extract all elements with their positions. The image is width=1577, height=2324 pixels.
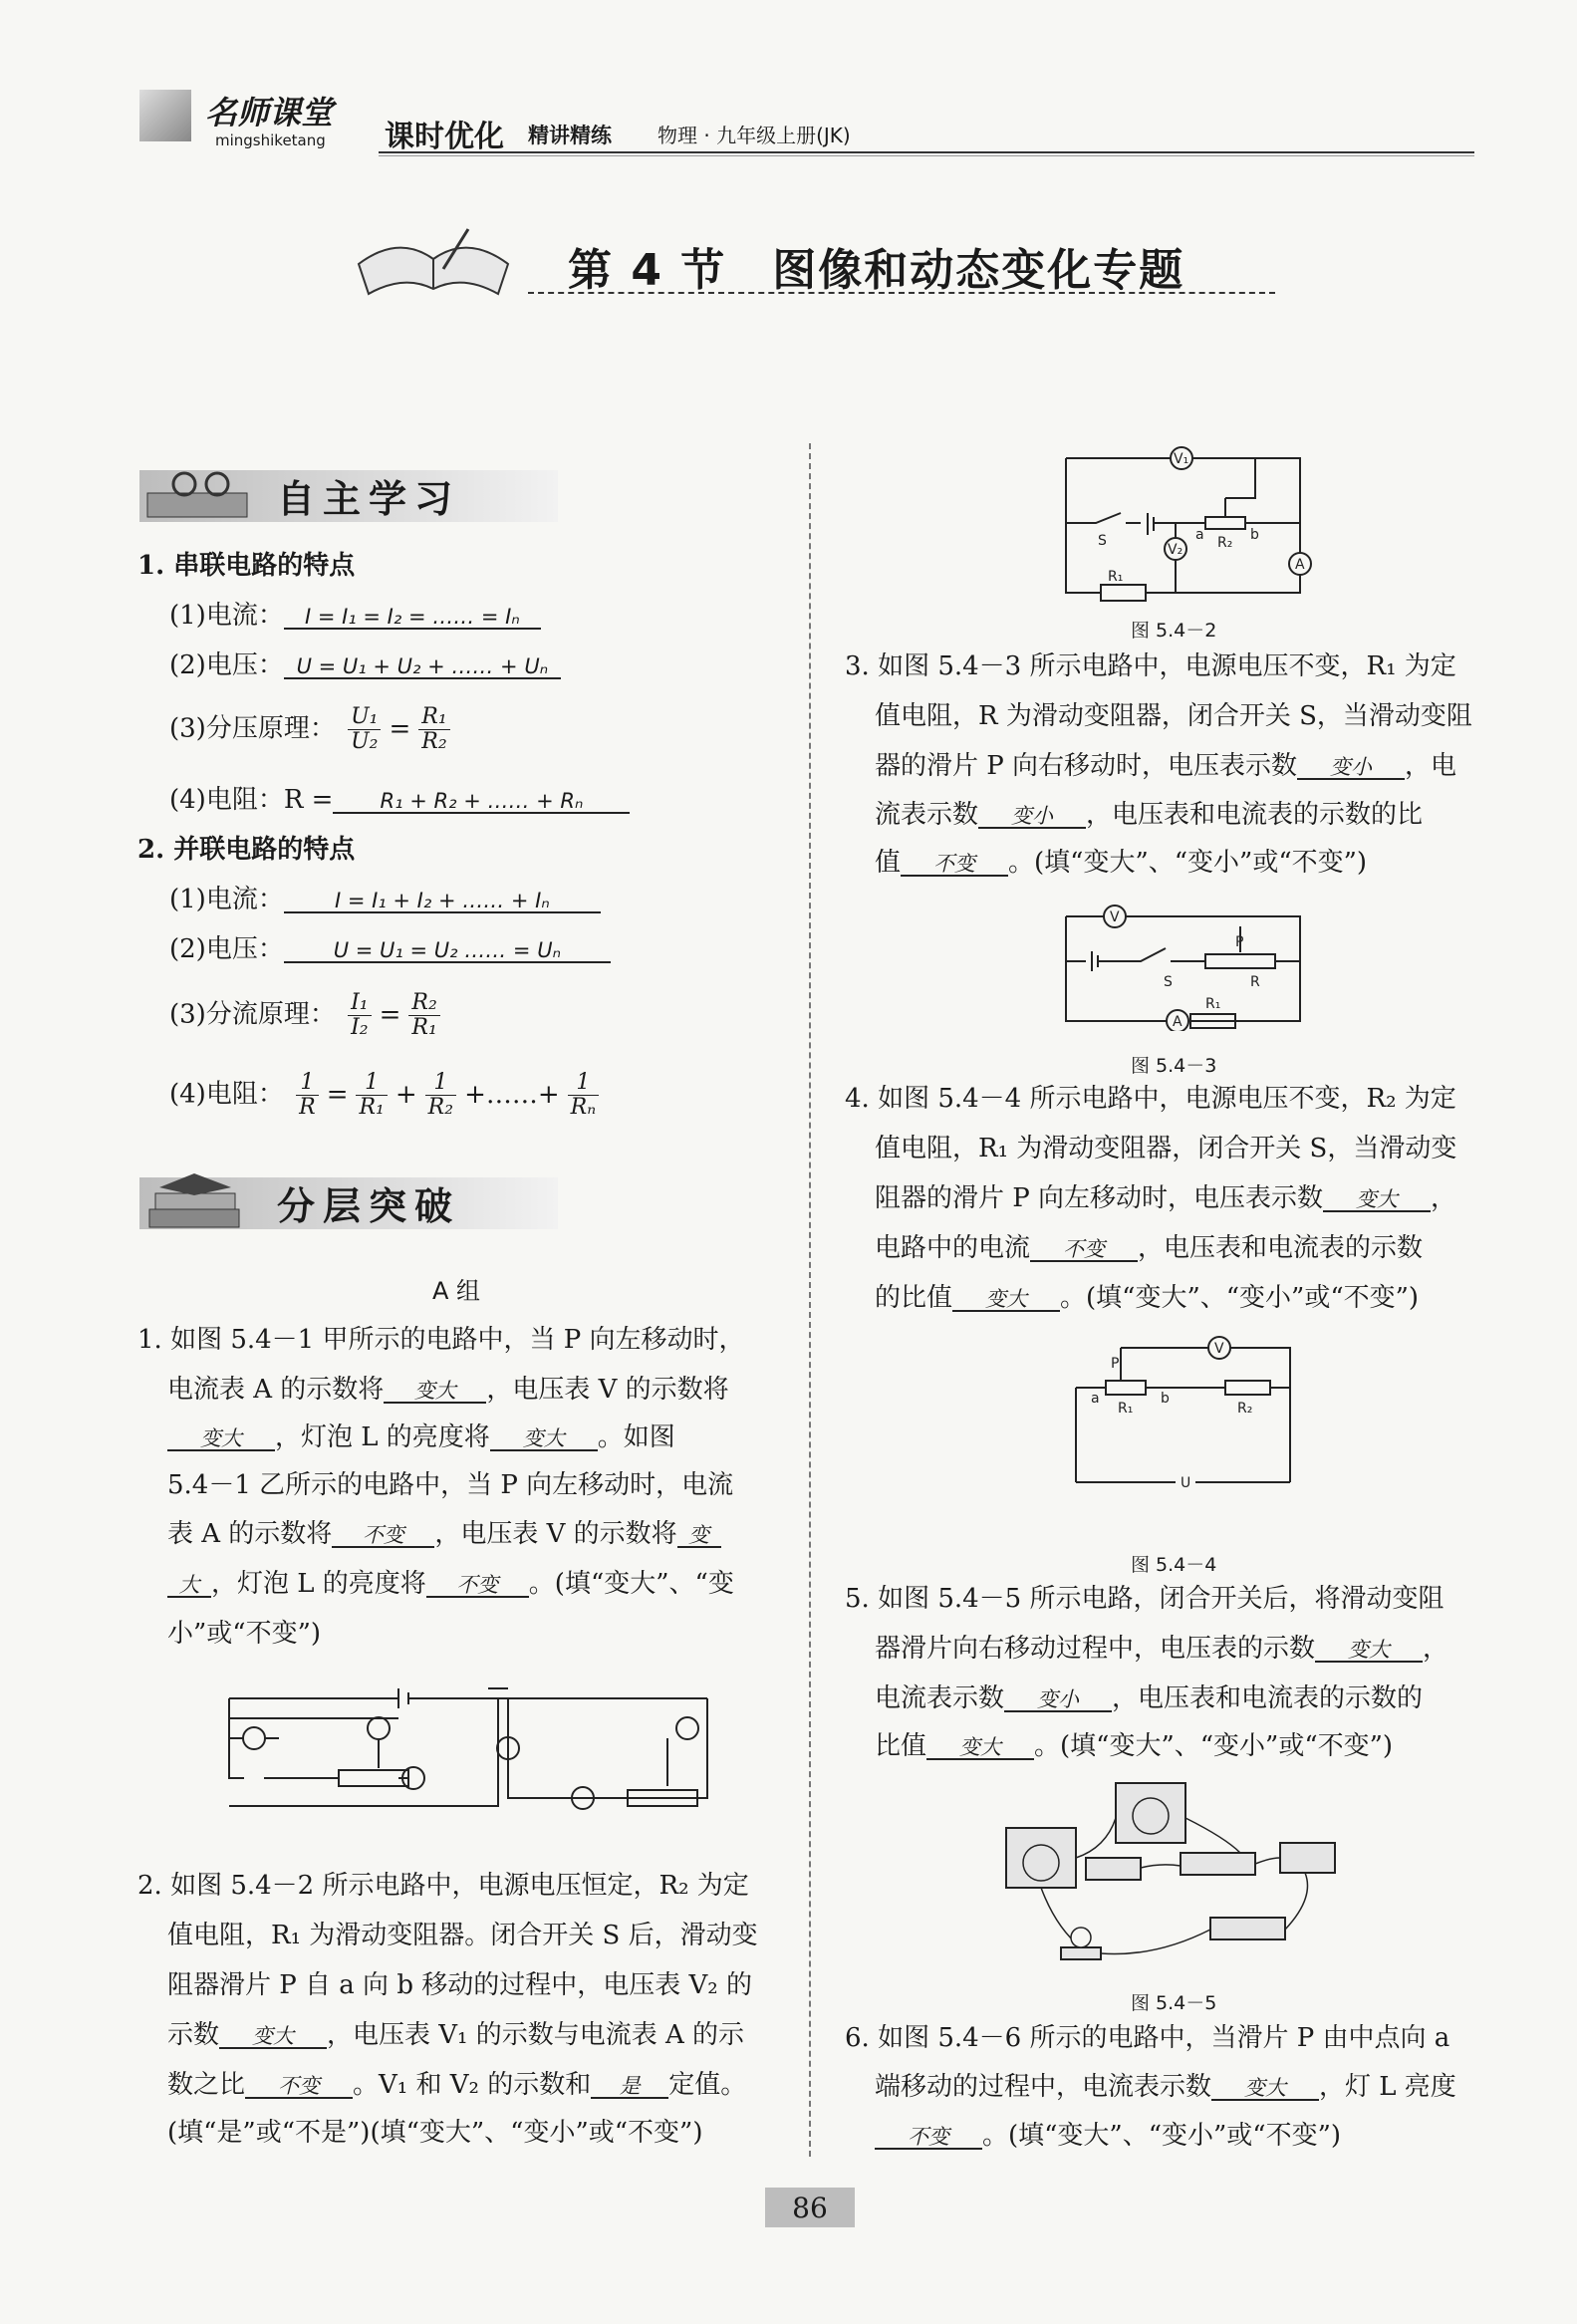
chapter-rule	[528, 292, 1275, 294]
text: 。(填“变大”、“变小”或“不变”)	[1060, 1283, 1420, 1313]
q1-line: 1. 如图 5.4－1 甲所示的电路中，当 P 向左移动时，	[137, 1325, 745, 1355]
logo-subtitle: mingshiketang	[215, 131, 326, 149]
answer-blank: 不变	[426, 1575, 529, 1598]
q3-line: 3. 如图 5.4－3 所示电路中，电源电压不变，R₁ 为定	[845, 651, 1456, 681]
text: ，灯 L 亮度	[1319, 2072, 1456, 2102]
figure-5-4-1	[219, 1678, 737, 1828]
answer-blank: 变小	[1004, 1689, 1112, 1712]
figure-5-4-2	[1056, 443, 1315, 608]
b-end-label: b	[1161, 1391, 1170, 1407]
page-header	[139, 90, 1474, 164]
item-label: (4)电阻：	[169, 1079, 284, 1110]
text: 的比值	[875, 1283, 953, 1313]
q5-line	[875, 1685, 1423, 1712]
text: 比值	[875, 1731, 927, 1761]
text: 数之比	[167, 2070, 246, 2100]
text: ，电压表和电流表的示数的	[1112, 1683, 1424, 1713]
r1-label: R₁	[1118, 1401, 1134, 1417]
page-number: 86	[792, 2192, 828, 2224]
answer-blank: 大	[167, 1575, 211, 1598]
figure-caption: 图 5.4－4	[1131, 1554, 1217, 1576]
text: 表 A 的示数将	[167, 1519, 333, 1549]
fraction	[408, 991, 439, 1040]
item-label: (2)电压：	[169, 934, 284, 964]
numerator: R₁	[418, 705, 449, 730]
answer-blank: 不变	[245, 2076, 353, 2099]
denominator: I₂	[351, 1015, 369, 1041]
section-title: 分层突破	[277, 1184, 461, 1228]
denominator: R₁	[411, 1015, 437, 1041]
answer-blank: 变大	[490, 1428, 598, 1451]
item-label: (1)电流：	[169, 885, 284, 914]
text: ，电压表 V 的示数将	[486, 1375, 729, 1405]
q2-line: (填“是”或“不是”)(填“变大”、“变小”或“不变”)	[167, 2118, 703, 2148]
text: ，灯泡 L 的亮度将	[275, 1422, 490, 1452]
r1-label: R₁	[1205, 996, 1221, 1012]
answer-blank: 变大	[384, 1381, 486, 1404]
open-book-icon	[349, 224, 518, 304]
text: ，灯泡 L 的亮度将	[211, 1569, 426, 1599]
q2-item-current-principle	[169, 991, 444, 1040]
answer-blank: U = U₁ + U₂ + …… + Uₙ	[284, 656, 561, 679]
q1-line	[167, 1424, 675, 1451]
q2-line: 值电阻，R₁ 为滑动变阻器。闭合开关 S 后，滑动变	[167, 1921, 758, 1950]
q3-line	[875, 850, 1367, 877]
q4-line: 值电阻，R₁ 为滑动变阻器，闭合开关 S，当滑动变	[875, 1134, 1457, 1163]
q6-line	[875, 2074, 1456, 2101]
q4-line: 4. 如图 5.4－4 所示电路中，电源电压不变，R₂ 为定	[845, 1084, 1456, 1114]
r-label: R	[1250, 974, 1260, 990]
text: ，电压表 V₁ 的示数与电流表 A 的示	[327, 2020, 745, 2050]
text: 阻器的滑片 P 向左移动时，电压表示数	[875, 1183, 1324, 1213]
column-divider	[809, 443, 811, 2157]
item-label: (2)电压：	[169, 650, 284, 680]
denominator: R₁	[359, 1095, 385, 1121]
figure-caption: 图 5.4－2	[1131, 620, 1217, 642]
text: ，	[1431, 1183, 1457, 1213]
q1-line	[167, 1377, 729, 1404]
figure-5-4-4	[1066, 1333, 1305, 1502]
numerator: 1	[296, 1071, 319, 1096]
q1-item-divider-principle	[169, 705, 454, 754]
numerator: 1	[568, 1071, 599, 1096]
text: ，电	[1405, 751, 1457, 781]
text: 。V₁ 和 V₂ 的示数和	[353, 2070, 592, 2100]
text: 电流表示数	[875, 1683, 1005, 1713]
answer-blank: 不变	[332, 1525, 434, 1548]
answer-blank: 变大	[1315, 1640, 1423, 1663]
figure-caption: 图 5.4－3	[1131, 1055, 1217, 1077]
answer-blank: 不变	[875, 2127, 982, 2150]
series-subtitle: 精讲精练	[528, 124, 612, 147]
item-label: (3)分压原理：	[169, 713, 336, 744]
answer-blank: 变	[677, 1525, 721, 1548]
fraction	[418, 705, 449, 754]
q1-line: 5.4－1 乙所示的电路中，当 P 向左移动时，电流	[167, 1470, 734, 1500]
q1-title: 1. 串联电路的特点	[137, 551, 356, 581]
text: 。(填“变大”、“变小”或“不变”)	[1034, 1731, 1394, 1761]
plus: +	[394, 1079, 417, 1110]
answer-blank: 变大	[219, 2026, 327, 2049]
q1-line: 小”或“不变”)	[167, 1619, 322, 1649]
denominator: R	[299, 1095, 316, 1121]
equals: =	[389, 713, 411, 744]
numerator: I₁	[348, 991, 372, 1016]
v-label: V	[1110, 909, 1120, 925]
text: 器滑片向右移动过程中，电压表的示数	[875, 1634, 1316, 1664]
text: 电流表 A 的示数将	[167, 1375, 385, 1405]
q2-item-voltage	[169, 936, 611, 963]
text: 。如图	[597, 1422, 675, 1452]
numerator: U₁	[348, 705, 381, 730]
text: 。(填“变大”、“变小”或“不变”)	[982, 2121, 1342, 2151]
q2-line: 阻器滑片 P 自 a 向 b 移动的过程中，电压表 V₂ 的	[167, 1970, 752, 2000]
equals: =	[326, 1079, 349, 1110]
answer-blank: 变大	[1323, 1189, 1431, 1212]
figure-5-4-5	[996, 1778, 1355, 1977]
a-label: A	[1295, 557, 1305, 573]
item-label: (3)分流原理：	[169, 999, 336, 1030]
q3-line: 值电阻，R 为滑动变阻器，闭合开关 S，当滑动变阻	[875, 701, 1472, 731]
q6-line: 6. 如图 5.4－6 所示的电路中，当滑片 P 由中点向 a	[845, 2023, 1450, 2053]
v2-label: V₂	[1168, 542, 1183, 558]
text: ，电压表和电流表的示数的比	[1086, 800, 1424, 830]
chapter-heading	[349, 224, 1275, 304]
answer-blank: 变大	[167, 1428, 275, 1451]
numerator: 1	[425, 1071, 456, 1096]
fraction	[296, 1071, 319, 1120]
fraction	[568, 1071, 599, 1120]
glasses-book-icon	[139, 458, 259, 528]
numerator: 1	[356, 1071, 387, 1096]
figure-5-4-3	[1056, 897, 1315, 1031]
answer-blank: I = I₁ + I₂ + …… + Iₙ	[284, 891, 601, 913]
item-label: (4)电阻：R =	[169, 785, 334, 815]
p-label: P	[1235, 934, 1244, 950]
answer-blank: 是	[591, 2076, 668, 2099]
q2-title: 2. 并联电路的特点	[137, 835, 356, 865]
text: ，电压表 V 的示数将	[434, 1519, 677, 1549]
numerator: R₂	[408, 991, 439, 1016]
q2-line: 2. 如图 5.4－2 所示电路中，电源电压恒定，R₂ 为定	[137, 1871, 749, 1901]
text: 。(填“变大”、“变小”或“不变”)	[1008, 848, 1368, 878]
answer-blank: 变大	[926, 1737, 1034, 1760]
b-end-label: b	[1250, 527, 1259, 543]
r2-label: R₂	[1217, 535, 1233, 551]
q3-line	[875, 802, 1423, 829]
q2-line	[167, 2022, 744, 2049]
s-label: S	[1164, 974, 1173, 990]
text: 。(填“变大”、“变	[528, 1569, 734, 1599]
series-title: 课时优化	[385, 120, 504, 154]
q1-item-voltage	[169, 652, 561, 679]
text: 值	[875, 848, 902, 878]
q2-line	[167, 2072, 746, 2099]
denominator: R₂	[421, 729, 447, 755]
q5-line	[875, 1636, 1448, 1663]
p-label: P	[1111, 1356, 1120, 1372]
r1-label: R₁	[1108, 569, 1124, 585]
equals: =	[379, 999, 401, 1030]
item-label: (1)电流：	[169, 601, 284, 631]
books-stack-icon	[139, 1165, 259, 1235]
answer-blank: 变大	[1211, 2078, 1319, 2101]
text: 定值。	[668, 2070, 747, 2100]
q1-line	[167, 1521, 721, 1548]
v1-label: V₁	[1174, 451, 1189, 467]
q5-line	[875, 1733, 1393, 1760]
text: ，电压表和电流表的示数	[1138, 1233, 1424, 1263]
q4-line	[875, 1185, 1456, 1212]
book-info: 物理 · 九年级上册(JK)	[657, 124, 851, 147]
self-study-heading	[139, 458, 558, 528]
v-label: V	[1214, 1341, 1224, 1357]
q1-line	[167, 1571, 734, 1598]
r2-label: R₂	[1237, 1401, 1253, 1417]
answer-blank: 不变	[1030, 1239, 1138, 1262]
chapter-title: 第 4 节 图像和动态变化专题	[568, 245, 1185, 296]
plus-dots: +……+	[464, 1079, 560, 1110]
q6-line	[875, 2123, 1341, 2150]
a-end-label: a	[1091, 1391, 1100, 1407]
text: 电路中的电流	[875, 1233, 1031, 1263]
logo-title: 名师课堂	[205, 94, 334, 131]
denominator: R₂	[427, 1095, 454, 1121]
denominator: Rₙ	[570, 1095, 597, 1121]
header-rule	[379, 151, 1474, 156]
fraction	[425, 1071, 456, 1120]
text: ，	[1423, 1634, 1449, 1664]
layered-heading	[139, 1165, 558, 1235]
answer-blank: 变小	[978, 806, 1086, 829]
fraction	[356, 1071, 387, 1120]
answer-blank: U = U₁ = U₂ …… = Uₙ	[284, 940, 611, 963]
q5-line: 5. 如图 5.4－5 所示电路，闭合开关后，将滑动变阻	[845, 1584, 1445, 1614]
answer-blank: 变大	[952, 1289, 1060, 1312]
q3-line	[875, 753, 1456, 780]
q2-item-current	[169, 887, 601, 913]
text: 端移动的过程中，电流表示数	[875, 2072, 1212, 2102]
figure-caption: 图 5.4－5	[1131, 1992, 1217, 2014]
logo-icon	[139, 90, 191, 141]
s-label: S	[1098, 533, 1107, 549]
denominator: U₂	[351, 729, 379, 755]
answer-blank: 不变	[901, 854, 1008, 877]
q1-item-resistance	[169, 787, 630, 814]
fraction	[348, 991, 372, 1040]
text: 器的滑片 P 向右移动时，电压表示数	[875, 751, 1298, 781]
text: 流表示数	[875, 800, 979, 830]
u-label: U	[1181, 1475, 1191, 1491]
answer-blank: I = I₁ = I₂ = …… = Iₙ	[284, 607, 541, 630]
fraction	[348, 705, 381, 754]
text: 示数	[167, 2020, 220, 2050]
q2-item-resistance	[169, 1071, 603, 1120]
group-label: A 组	[432, 1277, 481, 1305]
a-label: A	[1173, 1014, 1183, 1030]
section-title: 自主学习	[277, 477, 461, 521]
q4-line	[875, 1235, 1423, 1262]
answer-blank: R₁ + R₂ + …… + Rₙ	[333, 791, 630, 814]
a-end-label: a	[1195, 527, 1204, 543]
q4-line	[875, 1285, 1419, 1312]
q1-item-current	[169, 603, 541, 630]
answer-blank: 变小	[1297, 757, 1405, 780]
